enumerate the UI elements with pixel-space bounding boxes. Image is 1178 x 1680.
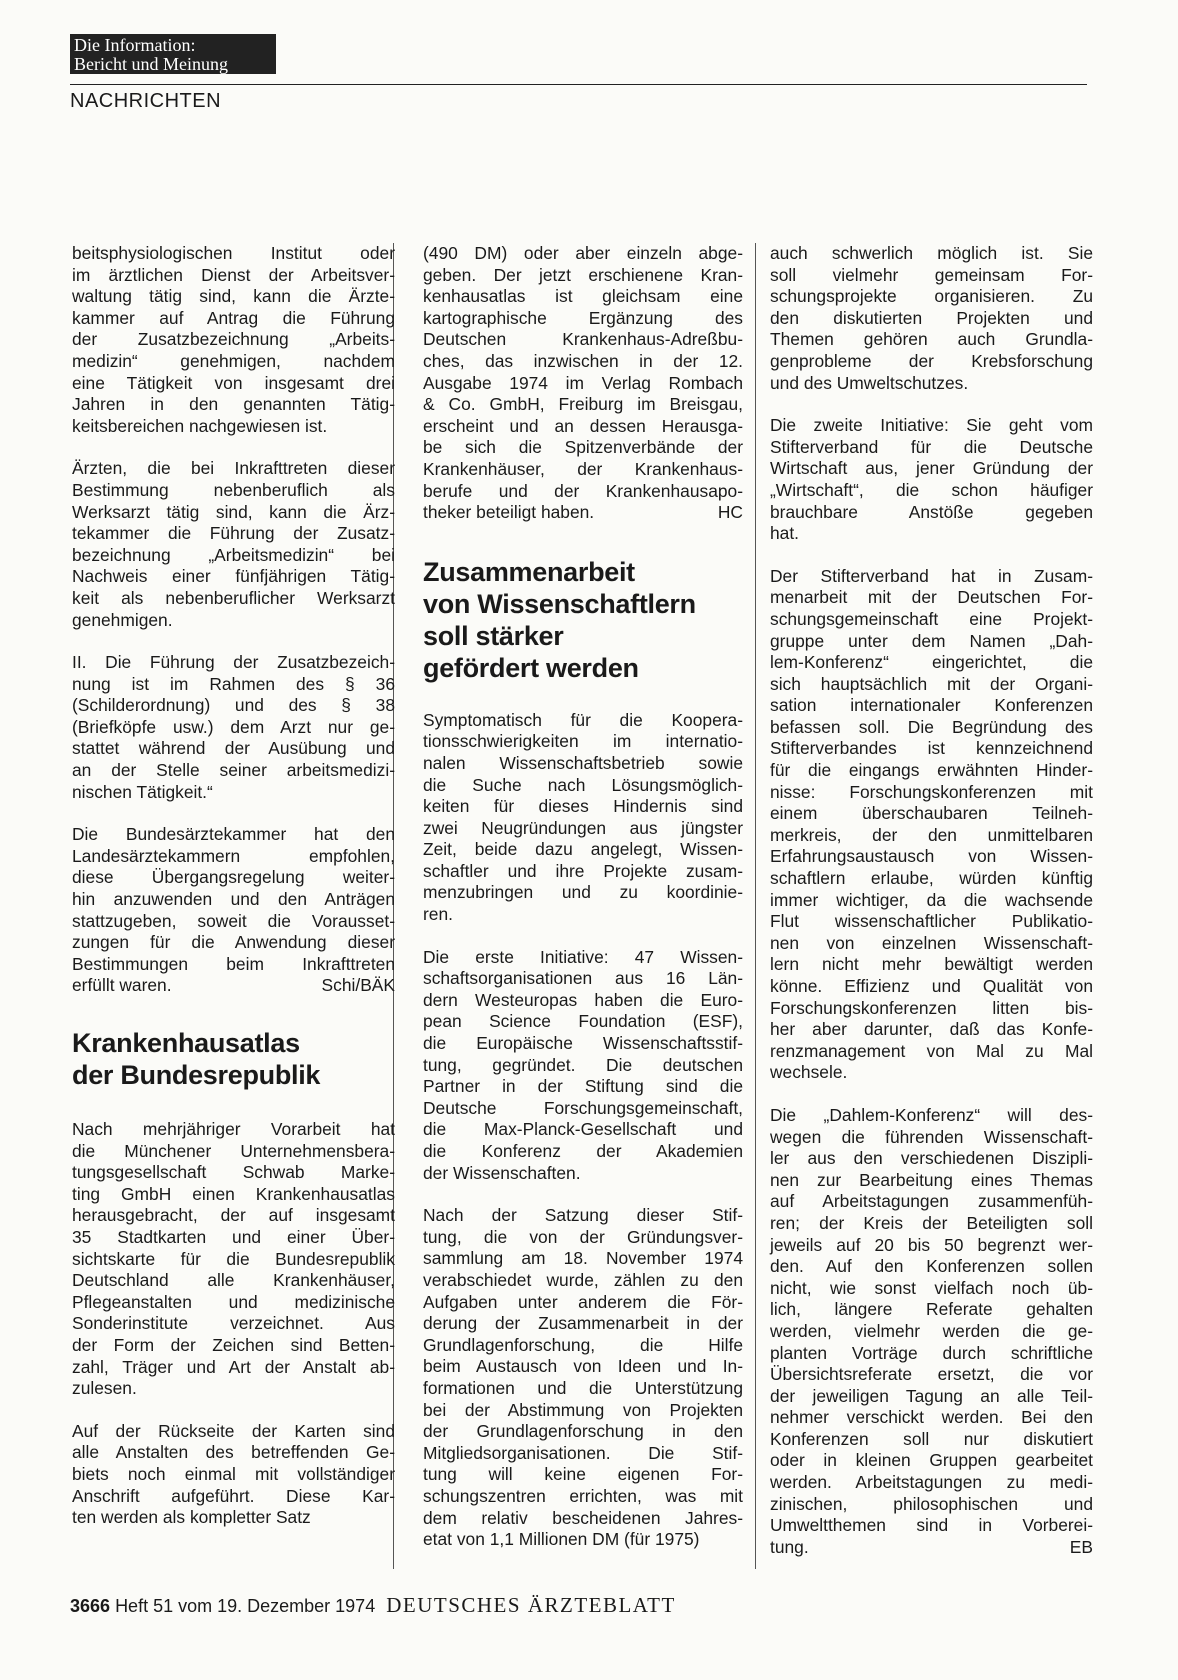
- text-line: könne. Effizienz und Qualität von: [770, 976, 1093, 996]
- text-line: zulesen.: [72, 1378, 137, 1399]
- text-line: der jeweiligen Tagung an alle Teil-: [770, 1385, 1093, 1406]
- headline-line: der Bundesrepublik: [72, 1060, 321, 1090]
- text-line: „Wirtschaft“, die schon häufiger: [770, 479, 1093, 500]
- text-line: Übersichtsreferate ersetzt, die vor: [770, 1364, 1093, 1385]
- paragraph: [72, 652, 395, 803]
- text-line: Pflegeanstalten und medizinische: [72, 1291, 395, 1312]
- text-line: Symptomatisch für die Kooperа-: [423, 709, 743, 730]
- paragraph: [72, 824, 395, 997]
- article-headline: [423, 556, 743, 684]
- text-line: keiten für dieses Hindernis sind: [423, 796, 743, 817]
- text-line: (Schilderordnung) und des § 38: [72, 695, 395, 716]
- text-line: beitsphysiologischen Institut oder: [72, 243, 395, 263]
- text-line: hat.: [770, 523, 800, 544]
- text-line: zinischen, philosophischen und: [770, 1493, 1093, 1514]
- text-line: tionsschwierigkeiten im internatio-: [423, 731, 743, 752]
- text-line: zungen für die Anwendung dieser: [72, 932, 395, 953]
- header-line-2: Bericht und Meinung: [74, 54, 228, 74]
- text-line: Grundlagenforschung, die Hilfe: [423, 1334, 743, 1355]
- text-line: menzubringen und zu koordinie-: [423, 882, 743, 903]
- text-line: geben. Der jetzt erschienene Kran-: [423, 264, 743, 285]
- column-3: [770, 243, 1093, 1558]
- text-line: Ausgabe 1974 im Verlag Rombach: [423, 372, 743, 393]
- text-line: Zeit, beide dazu angelegt, Wissen-: [423, 839, 743, 860]
- text-line: kartographische Ergänzung des: [423, 307, 743, 328]
- text-line: oder in kleinen Gruppen gearbeitet: [770, 1450, 1093, 1471]
- header-line-1: Die Information:: [74, 35, 196, 55]
- text-line: für die eingangs erwähnten Hinder-: [770, 760, 1093, 781]
- paragraph: [770, 415, 1093, 545]
- line-text: theker beteiligt haben.: [423, 502, 595, 523]
- text-line: renzmanagement von Mal zu Mal: [770, 1040, 1093, 1061]
- paragraph: [423, 243, 743, 524]
- text-line: medizin“ genehmigen, nachdem: [72, 350, 395, 371]
- text-line: befassen soll. Die Begründung des: [770, 716, 1093, 737]
- text-line: Ärzten, die bei Inkrafttreten dieser: [72, 458, 395, 479]
- text-line: Umweltthemen sind in Vorberei-: [770, 1515, 1093, 1536]
- text-line: nen von einzelnen Wissenschaft-: [770, 932, 1093, 953]
- text-line: schungsgemeinschaft eine Projekt-: [770, 608, 1093, 629]
- text-line: lern nicht mehr bewältigt werden: [770, 954, 1093, 975]
- text-line: (490 DM) oder aber einzeln abge-: [423, 243, 743, 263]
- paragraph: [423, 1205, 743, 1551]
- column-1: [72, 243, 395, 1529]
- text-line: die Suche nach Lösungsmöglich-: [423, 774, 743, 795]
- text-line: keit als nebenberuflicher Werksarzt: [72, 587, 395, 608]
- text-line: Nach mehrjähriger Vorarbeit hat: [72, 1119, 395, 1139]
- paragraph: [770, 1105, 1093, 1558]
- paragraph: [72, 458, 395, 631]
- text-line: Stifterverbandes ist kennzeichnend: [770, 738, 1093, 759]
- text-line: die Konferenz der Akademien: [423, 1141, 743, 1161]
- text-line: Nachweis einer fünfjährigen Tätig-: [72, 566, 395, 587]
- text-line: die Münchener Unternehmensbera-: [72, 1140, 395, 1161]
- text-line: Nach der Satzung dieser Stif-: [423, 1205, 743, 1226]
- text-line: Bestimmungen beim Inkrafttreten: [72, 953, 395, 974]
- text-line: dern Westeuropas haben die Euro-: [423, 989, 743, 1010]
- text-line: ten werden als kompletter Satz: [72, 1507, 311, 1528]
- section-label: NACHRICHTEN: [70, 90, 222, 112]
- text-line: formationen und die Unterstützung: [423, 1377, 743, 1398]
- text-line: tung, gegründet. Die deutschen: [423, 1054, 743, 1075]
- paragraph: [72, 1119, 395, 1400]
- text-line: eine Tätigkeit von insgesamt drei: [72, 372, 395, 393]
- text-line: wegen die führenden Wissenschaft-: [770, 1126, 1093, 1147]
- text-line: werden. Arbeitstagungen zu medi-: [770, 1472, 1093, 1493]
- text-line: tung will keine eigenen For-: [423, 1464, 743, 1485]
- signed-line: [770, 1537, 1093, 1559]
- text-line: genehmigen.: [72, 609, 173, 630]
- text-line: Auf der Rückseite der Karten sind: [72, 1420, 395, 1441]
- headline-line: Krankenhausatlas: [72, 1028, 300, 1058]
- text-line: immer wichtiger, da die wachsende: [770, 889, 1093, 910]
- header-badge: [70, 34, 276, 74]
- text-line: & Co. GmbH, Freiburg im Breisgau,: [423, 394, 743, 415]
- text-line: Jahren in den genannten Tätig-: [72, 394, 395, 415]
- text-line: Deutschen Krankenhaus-Adreßbu-: [423, 329, 743, 350]
- text-line: bezeichnung „Arbeitsmedizin“ bei: [72, 544, 395, 565]
- text-line: Die erste Initiative: 47 Wissen-: [423, 946, 743, 967]
- text-line: hin anzuwenden und den Anträgen: [72, 889, 395, 910]
- text-line: planten Vorträge durch schriftliche: [770, 1342, 1093, 1363]
- text-line: tekammer die Führung der Zusatz-: [72, 523, 395, 544]
- text-line: ren.: [423, 904, 453, 925]
- text-line: auf Arbeitstagungen zusammenfüh-: [770, 1191, 1093, 1212]
- text-line: Stifterverband für die Deutsche: [770, 436, 1093, 457]
- text-line: die Max-Planck-Gesellschaft und: [423, 1119, 743, 1140]
- column-2: [423, 243, 743, 1551]
- text-line: Bestimmung nebenberuflich als: [72, 479, 395, 500]
- text-line: derung der Zusammenarbeit in der: [423, 1313, 743, 1334]
- text-line: Wirtschaft aus, jener Gründung der: [770, 458, 1093, 479]
- text-line: sich hauptsächlich mit der Organi-: [770, 673, 1093, 694]
- text-line: die Europäische Wissenschaftsstif-: [423, 1033, 743, 1054]
- text-line: schaftlern erlaube, würden künftig: [770, 868, 1093, 889]
- signed-line: [423, 502, 743, 524]
- text-line: tung, die von der Gründungsver-: [423, 1226, 743, 1247]
- line-text: tung.: [770, 1536, 809, 1557]
- headline-line: von Wissenschaftlern: [423, 588, 696, 619]
- text-line: Themen gehören auch Grundla-: [770, 329, 1093, 350]
- text-line: brauchbare Anstöße gegeben: [770, 501, 1093, 522]
- text-line: schaftsorganisationen aus 16 Län-: [423, 968, 743, 989]
- text-line: keitsbereichen nachgewiesen ist.: [72, 415, 328, 436]
- text-line: ler aus den verschiedenen Diszipli-: [770, 1148, 1093, 1169]
- text-line: herausgebracht, der auf insgesamt: [72, 1205, 395, 1226]
- text-line: sation internationaler Konferenzen: [770, 695, 1093, 716]
- text-line: Partner in der Stiftung sind die: [423, 1076, 743, 1097]
- text-line: an der Stelle seiner arbeitsmedizi-: [72, 760, 395, 781]
- text-line: bei der Abstimmung von Projekten: [423, 1399, 743, 1420]
- article-headline: [72, 1027, 395, 1091]
- column-divider-2: [755, 243, 756, 1569]
- text-line: Mitgliedsorganisationen. Die Stif-: [423, 1442, 743, 1463]
- text-line: nung ist im Rahmen des § 36: [72, 673, 395, 694]
- headline-line: Zusammenarbeit: [423, 556, 635, 587]
- text-line: berufe und der Krankenhausapo-: [423, 480, 743, 501]
- text-line: merkreis, der den unmittelbaren: [770, 824, 1093, 845]
- text-line: lem-Konferenz“ eingerichtet, die: [770, 652, 1093, 673]
- text-line: Die „Dahlem-Konferenz“ will des-: [770, 1104, 1093, 1125]
- text-line: kenhausatlas ist gleichsam eine: [423, 286, 743, 307]
- text-line: erscheint und an dessen Herausga-: [423, 415, 743, 436]
- text-line: der Form der Zeichen sind Betten-: [72, 1334, 395, 1355]
- text-line: nen zur Bearbeitung eines Themas: [770, 1169, 1093, 1190]
- text-line: wechsele.: [770, 1062, 848, 1083]
- paragraph: [770, 566, 1093, 1084]
- text-line: der Grundlagenforschung in den: [423, 1421, 743, 1442]
- text-line: Konferenzen soll nur diskutiert: [770, 1428, 1093, 1449]
- text-line: diese Übergangsregelung weiter-: [72, 867, 395, 888]
- author-signature: HC: [717, 502, 743, 523]
- text-line: (Briefköpfe usw.) dem Arzt nur ge-: [72, 716, 395, 737]
- author-signature: Schi/BÄK: [321, 975, 395, 996]
- text-line: lich, längere Referate gehalten: [770, 1299, 1093, 1320]
- text-line: ches, das inzwischen in der 12.: [423, 350, 743, 371]
- text-line: werden, vielmehr werden die ge-: [770, 1320, 1093, 1341]
- text-line: Aufgaben unter anderem die För-: [423, 1291, 743, 1312]
- text-line: genprobleme der Krebsforschung: [770, 350, 1093, 371]
- text-line: Forschungskonferenzen litten bis-: [770, 997, 1093, 1018]
- text-line: nehmer verschickt werden. Bei den: [770, 1407, 1093, 1428]
- text-line: zwei Neugründungen aus jüngster: [423, 817, 743, 838]
- text-line: Die Bundesärztekammer hat den: [72, 824, 395, 845]
- text-line: pean Science Foundation (ESF),: [423, 1011, 743, 1032]
- text-line: 35 Stadtkarten und einer Über-: [72, 1226, 395, 1247]
- page-number: 3666: [70, 1596, 111, 1616]
- text-line: Krankenhäuser, der Krankenhaus-: [423, 458, 743, 479]
- text-line: alle Anstalten des betreffenden Ge-: [72, 1442, 395, 1463]
- text-line: schungszentren errichten, was mit: [423, 1485, 743, 1506]
- text-line: biets noch einmal mit vollständiger: [72, 1463, 395, 1484]
- text-line: der Wissenschaften.: [423, 1162, 581, 1183]
- text-line: Landesärztekammern empfohlen,: [72, 845, 395, 866]
- text-line: be sich die Spitzenverbände der: [423, 437, 743, 458]
- text-line: einem überschaubaren Teilneh-: [770, 803, 1093, 824]
- text-line: nischen Tätigkeit.“: [72, 781, 213, 802]
- text-line: zahl, Träger und Art der Anstalt ab-: [72, 1356, 395, 1377]
- paragraph: [72, 1421, 395, 1529]
- issue-info: Heft 51 vom 19. Dezember 1974: [115, 1596, 376, 1616]
- text-line: Deutschland alle Krankenhäuser,: [72, 1270, 395, 1291]
- text-line: ting GmbH einen Krankenhausatlas: [72, 1183, 395, 1204]
- text-line: schaftler und ihre Projekte zusam-: [423, 860, 743, 881]
- text-line: Sonderinstitute verzeichnet. Aus: [72, 1313, 395, 1334]
- paragraph: [423, 710, 743, 926]
- text-line: nisse: Forschungskonferenzen mit: [770, 781, 1093, 802]
- line-text: erfüllt waren.: [72, 975, 172, 996]
- text-line: auch schwerlich möglich ist. Sie: [770, 243, 1093, 263]
- paragraph: [770, 243, 1093, 394]
- headline-line: soll stärker: [423, 620, 564, 651]
- text-line: dem relativ bescheidenen Jahres-: [423, 1507, 743, 1528]
- text-line: verabschiedet wurde, zählen zu den: [423, 1269, 743, 1290]
- signed-line: [72, 975, 395, 997]
- text-line: Deutsche Forschungsgemeinschaft,: [423, 1097, 743, 1118]
- text-line: den. Auf den Konferenzen sollen: [770, 1256, 1093, 1277]
- header-rule: [70, 84, 1087, 85]
- text-line: tungsgesellschaft Schwab Marke-: [72, 1162, 395, 1183]
- text-line: Erfahrungsaustausch von Wissen-: [770, 846, 1093, 867]
- journal-name: DEUTSCHES ÄRZTEBLATT: [386, 1593, 676, 1617]
- text-line: den diskutierten Projekten und: [770, 307, 1093, 328]
- text-line: nicht, wie sonst vielfach noch üb-: [770, 1277, 1093, 1298]
- text-line: sammlung am 18. November 1974: [423, 1248, 743, 1269]
- text-line: waltung tätig sind, kann die Ärzte-: [72, 286, 395, 307]
- text-line: der Zusatzbezeichnung „Arbeits-: [72, 329, 395, 350]
- text-line: Flut wissenschaftlicher Publikatio-: [770, 911, 1093, 932]
- text-line: gruppe unter dem Namen „Dah-: [770, 630, 1093, 651]
- text-line: und des Umweltschutzes.: [770, 372, 969, 393]
- text-line: Die zweite Initiative: Sie geht vom: [770, 415, 1093, 436]
- text-line: her aber darunter, daß das Konfe-: [770, 1019, 1093, 1040]
- text-line: Werksarzt tätig sind, kann die Ärz-: [72, 501, 395, 522]
- text-line: im ärztlichen Dienst der Arbeitsver-: [72, 264, 395, 285]
- text-line: II. Die Führung der Zusatzbezeich-: [72, 652, 395, 673]
- paragraph: [72, 243, 395, 437]
- text-line: stattzugeben, soweit die Vorausset-: [72, 910, 395, 931]
- text-line: etat von 1,1 Millionen DM (für 1975): [423, 1529, 700, 1550]
- text-line: kammer auf Antrag die Führung: [72, 307, 395, 328]
- text-line: ren; der Kreis der Beteiligten soll: [770, 1212, 1093, 1233]
- text-line: jeweils auf 20 bis 50 begrenzt wer-: [770, 1234, 1093, 1255]
- text-line: Anschrift aufgeführt. Diese Kar-: [72, 1485, 395, 1506]
- paragraph: [423, 947, 743, 1185]
- text-line: schungsprojekte organisieren. Zu: [770, 286, 1093, 307]
- author-signature: EB: [1069, 1536, 1093, 1557]
- text-line: stattet während der Ausübung und: [72, 738, 395, 759]
- text-line: nalen Wissenschaftsbetrieb sowie: [423, 752, 743, 773]
- page-footer: [70, 1593, 676, 1618]
- text-line: menarbeit mit der Deutschen For-: [770, 587, 1093, 608]
- text-line: sichtskarte für die Bundesrepublik: [72, 1248, 395, 1269]
- text-line: beim Austausch von Ideen und In-: [423, 1356, 743, 1377]
- text-line: soll vielmehr gemeinsam For-: [770, 264, 1093, 285]
- text-line: Der Stifterverband hat in Zusam-: [770, 565, 1093, 586]
- headline-line: gefördert werden: [423, 652, 639, 683]
